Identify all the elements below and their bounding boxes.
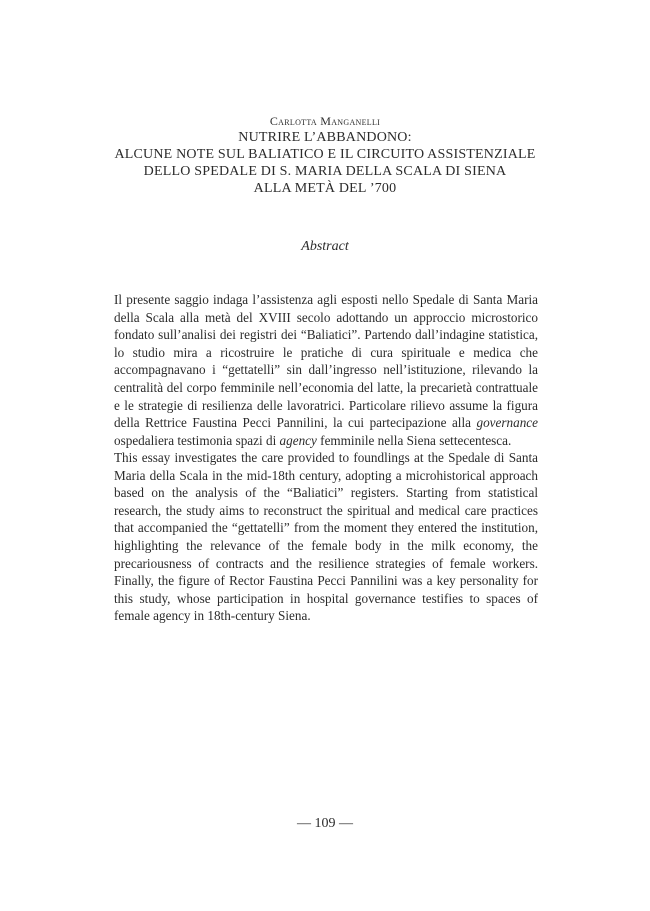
italic-term-governance: governance bbox=[476, 415, 538, 431]
author-name: Carlotta Manganelli bbox=[269, 114, 381, 128]
title-line: NUTRIRE L’ABBANDONO: bbox=[238, 130, 412, 145]
title-line: ALCUNE NOTE SUL BALIATICO E IL CIRCUITO ASSISTENZIALE bbox=[114, 147, 536, 162]
title-line: ALLA METÀ DEL ’700 bbox=[253, 181, 397, 196]
article-title bbox=[60, 129, 590, 197]
italic-term-agency: agency bbox=[279, 432, 317, 448]
article-heading bbox=[60, 113, 590, 197]
page-number: — 109 — bbox=[297, 816, 353, 831]
abstract-italian-text: femminile nella Siena settecentesca. bbox=[316, 432, 512, 448]
abstract-heading: Abstract bbox=[301, 239, 349, 254]
abstract-english: This essay investigates the care provided to foundlings at the Spedale di Santa Maria della Scala in the mid-18th century, adopting a microhistorical approach based on the analysis of the “Baliatici” registers. Starting from statistical research, the study aims to reconstruct the spiritual and medical care practices that accompanied the “gettatelli” from the moment they entered the institution, highlighting the relevance of the female body in the milk economy, the precariousness of contracts and the resilience strategies of female workers. Finally, the figure of Rector Faustina Pecci Pannilini was a key personality for this study, whose participation in hospital governance testifies to spaces of female agency in 18th-century Siena. bbox=[114, 450, 538, 624]
title-line: DELLO SPEDALE DI S. MARIA DELLA SCALA DI SIENA bbox=[143, 164, 507, 179]
abstract-italian bbox=[114, 291, 538, 449]
abstract-italian-text: ospedaliera testimonia spazi di bbox=[114, 432, 280, 448]
abstract-italian-text: Il presente saggio indaga l’assistenza agli esposti nello Spedale di Santa Maria della Scala alla metà del XVIII secolo adottando un approccio microstorico fondato sull’analisi dei registri dei “Baliatici”. Partendo dall’indagine statistica, lo studio mira a ricostruire le pratiche di cura spirituale e medica che accompagnavano i “gettatelli” sin dall’ingresso nell’istituzione, rilevando la centralità del corpo femminile nell’economia del latte, la precarietà contrattuale e le strategie di resilienza delle lavoratrici. Particolare rilievo assume la figura della Rettrice Faustina Pecci Pannilini, la cui partecipazione alla bbox=[114, 292, 538, 431]
